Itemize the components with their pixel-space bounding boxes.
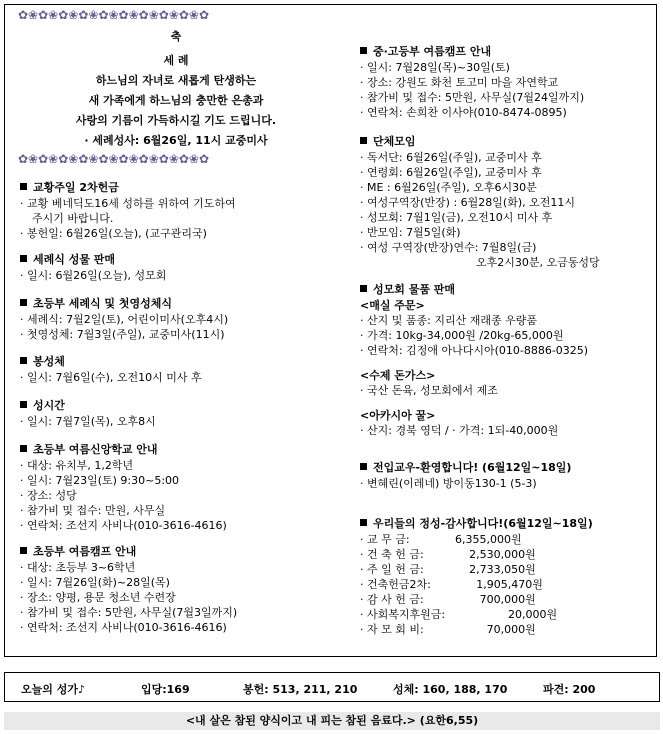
section-holy-hour (20, 398, 156, 429)
section-title: 초등부 여름캠프 안내 (33, 545, 137, 558)
offering-row (360, 592, 593, 607)
bullet-icon (20, 445, 27, 452)
offering-amount: 1,905,470원 (476, 578, 543, 591)
offering-amount: 700,000원 (479, 593, 536, 606)
section-mothers-club-sale (360, 282, 588, 438)
list-item: · 일시: 7월6일(수), 오전10시 미사 후 (20, 371, 202, 384)
list-item: · 연령회: 6월26일(주일), 교중미사 후 (360, 166, 542, 179)
list-item: 오후2시30분, 오금동성당 (476, 256, 600, 269)
blessing-line: 축 (170, 30, 182, 43)
hymn-offertory: 봉헌: 513, 211, 210 (243, 683, 358, 696)
list-item: · 첫영성체: 7월3일(주일), 교중미사(11시) (20, 328, 225, 341)
list-item: · 연락처: 조선지 사비나(010-3616-4616) (20, 621, 227, 634)
section-baptism-goods (20, 252, 166, 283)
list-item: · 연락처: 손희찬 이사야(010-8474-0895) (360, 106, 567, 119)
hymn-dismissal: 파견: 200 (543, 683, 596, 696)
list-item: · 세례식: 7월2일(토), 어린이미사(오후4시) (20, 313, 229, 326)
bullet-icon (20, 183, 27, 190)
section-summer-camp-youth (360, 44, 584, 120)
list-item: · 여성구역장(반장) : 6월28일(화), 오전11시 (360, 196, 575, 209)
baptism-blessing (16, 8, 336, 166)
blessing-line: 하느님의 자녀로 새롭게 탄생하는 (95, 74, 257, 87)
list-item: · 일시: 6월26일(오늘), 성모회 (20, 269, 167, 282)
list-item: · 변혜린(이레네) 방이동130-1 (5-3) (360, 477, 537, 490)
flower-ornament-top: ✿❀✿❀✿❀✿❀✿❀✿❀✿❀✿❀✿❀✿ (18, 8, 210, 22)
offering-label: · 건 축 헌 금: (360, 548, 424, 561)
offering-label: · 자 모 회 비: (360, 623, 424, 636)
list-item: · 대상: 초등부 3~6학년 (20, 561, 136, 574)
list-item: · 참가비 및 접수: 만원, 사무실 (20, 504, 166, 517)
offering-label: · 감 사 헌 금: (360, 593, 424, 606)
offering-row (360, 607, 593, 622)
section-title: 세례식 성물 판매 (33, 253, 116, 266)
list-item: · 교황 베네딕도16세 성하를 위하여 기도하여 (20, 197, 236, 210)
bullet-icon (20, 299, 27, 306)
subheading: <수제 돈가스> (360, 369, 436, 382)
offering-amount: 6,355,000원 (454, 533, 522, 546)
section-group-meetings (360, 134, 600, 270)
list-item: · 국산 돈육, 성모회에서 제조 (360, 384, 498, 397)
hymn-communion: 성체: 160, 188, 170 (393, 683, 508, 696)
section-title: 단체모임 (373, 135, 416, 148)
list-item: · 연락처: 조선지 사비나(010-3616-4616) (20, 519, 227, 532)
section-title: 전입교우-환영합니다! (6월12일~18일) (373, 461, 572, 474)
offering-label: · 주 일 헌 금: (360, 563, 424, 576)
section-communion-sick (20, 354, 202, 385)
list-item: · 일시: 7월23일(토) 9:30~5:00 (20, 474, 180, 487)
baptism-date: · 세례성사: 6월26일, 11시 교중미사 (84, 134, 268, 147)
scripture-verse: <내 살은 참된 양식이고 내 피는 참된 음료다.> (요한6,55) (4, 712, 660, 730)
offering-amount: 2,733,050원 (469, 563, 536, 576)
list-item: · 봉헌일: 6월26일(오늘), (교구관리국) (20, 227, 207, 240)
bullet-icon (360, 285, 367, 292)
list-item: · 산지 및 품종: 지리산 재래종 우량품 (360, 314, 537, 327)
bullet-icon (360, 137, 367, 144)
offering-label: · 건축헌금2차: (360, 578, 431, 591)
list-item: · ME : 6월26일(주일), 오후6시30분 (360, 181, 537, 194)
section-title: 교황주일 2차헌금 (33, 181, 119, 194)
list-item: · 산지: 경북 영덕 / · 가격: 1되-40,000원 (360, 424, 559, 437)
bullet-icon (360, 463, 367, 470)
list-item: · 일시: 7월28일(목)~30일(토) (360, 61, 510, 74)
list-item: · 참가비 및 접수: 5만원, 사무실(7월3일까지) (20, 606, 238, 619)
offering-row (360, 622, 593, 637)
offering-row (360, 562, 593, 577)
section-papal-collection (20, 180, 236, 241)
section-title: 초등부 세례식 및 첫영성체식 (33, 297, 172, 310)
list-item: · 성모회: 7월1일(금), 오전10시 미사 후 (360, 211, 553, 224)
bullet-icon (20, 357, 27, 364)
section-title: 중·고등부 여름캠프 안내 (373, 45, 492, 58)
list-item: · 장소: 강원도 화천 토고미 마을 자연학교 (360, 76, 559, 89)
list-item: · 참가비 및 접수: 5만원, 사무실(7월24일까지) (360, 91, 585, 104)
list-item: · 일시: 7월26일(화)~28일(목) (20, 576, 170, 589)
section-offerings (360, 516, 593, 637)
list-item: · 장소: 성당 (20, 489, 77, 502)
list-item: · 반모임: 7월5일(화) (360, 226, 461, 239)
offering-amount: 2,530,000원 (469, 548, 536, 561)
bullet-icon (20, 401, 27, 408)
list-item: · 여성 구역장(반장)연수: 7월8일(금) (360, 241, 537, 254)
flower-ornament-bottom: ✿❀✿❀✿❀✿❀✿❀✿❀✿❀✿❀✿❀✿ (18, 152, 210, 166)
section-summer-camp-elementary (20, 544, 237, 635)
section-new-members (360, 460, 571, 491)
blessing-line: 세 례 (163, 54, 189, 67)
offering-row (360, 532, 593, 547)
hymn-entrance: 입당:169 (141, 683, 190, 696)
list-item: · 연락처: 김정애 아나다시아(010-8886-0325) (360, 344, 589, 357)
offering-amount: 20,000원 (507, 608, 558, 621)
section-title: 봉성체 (33, 355, 65, 368)
offering-amount: 70,000원 (486, 623, 536, 636)
list-item: 주시기 바랍니다. (32, 212, 114, 225)
offering-label: · 교 무 금: (360, 533, 410, 546)
bullet-icon (360, 519, 367, 526)
bullet-icon (360, 47, 367, 54)
blessing-line: 새 가족에게 하느님의 충만한 은총과 (88, 94, 264, 107)
todays-hymns (4, 672, 660, 702)
list-item: · 가격: 10kg-34,000원 /20kg-65,000원 (360, 329, 564, 342)
hymns-label: 오늘의 성가♪ (21, 683, 85, 696)
bullet-icon (20, 255, 27, 262)
section-title: 성모회 물품 판매 (373, 283, 456, 296)
list-item: · 독서단: 6월26일(주일), 교중미사 후 (360, 151, 542, 164)
section-elementary-baptism (20, 296, 228, 342)
blessing-line: 사랑의 기름이 가득하시길 기도 드립니다. (75, 114, 277, 127)
section-title: 초등부 여름신앙학교 안내 (33, 443, 158, 456)
offering-label: · 사회복지후원금: (360, 608, 446, 621)
section-title: 우리들의 정성-감사합니다!(6월12일~18일) (373, 517, 593, 530)
list-item: · 장소: 양평, 용문 청소년 수련장 (20, 591, 176, 604)
offering-row (360, 577, 593, 592)
section-title: 성시간 (33, 399, 65, 412)
subheading: <아카시아 꿀> (360, 409, 436, 422)
list-item: · 일시: 7월7일(목), 오후8시 (20, 415, 156, 428)
offering-row (360, 547, 593, 562)
section-summer-faith-school (20, 442, 227, 533)
bullet-icon (20, 547, 27, 554)
list-item: · 대상: 유치부, 1,2학년 (20, 459, 134, 472)
subheading: <매실 주문> (360, 299, 425, 312)
